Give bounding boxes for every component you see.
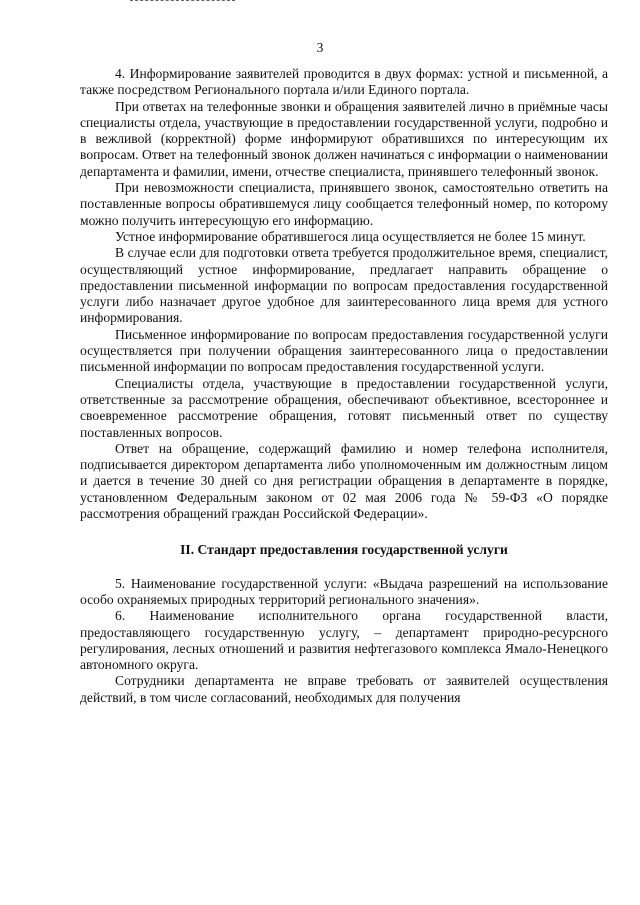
paragraph-specialists: Специалисты отдела, участвующие в предоставлении государственной услуги, ответственные за рассмотрение обращения, обеспечивают объективное, всестороннее и своевременное рассмотрение обращения, готовят письменный ответ по существу поставленных вопросов.	[80, 375, 608, 440]
paragraph-item-5: 5. Наименование государственной услуги: «Выдача разрешений на использование особо охраняемых природных территорий регионального значения».	[80, 575, 608, 607]
page-number: 3	[316, 40, 324, 55]
paragraph-oral-duration: Устное информирование обратившегося лица осуществляется не более 15 минут.	[115, 228, 586, 244]
paragraph-written-info: Письменное информирование по вопросам предоставления государственной услуги осуществляется при получении обращения заинтересованного лица о предоставлении письменной информации по вопросам предоставления государственной услуги.	[80, 326, 608, 375]
paragraph-phone-calls: При ответах на телефонные звонки и обращения заявителей лично в приёмные часы специалисты отдела, участвующие в предоставлении государственной услуги, подробно и в вежливой (корректной) форме информируют обратившихся по интересующим их вопросам. Ответ на телефонный звонок должен начинаться с информации о наименовании департамента и фамилии, имени, отчестве специалиста, принявшего телефонный звонок.	[80, 98, 608, 179]
paragraph-item-4: 4. Информирование заявителей проводится в двух формах: устной и письменной, а также посредством Регионального портала и/или Единого портала.	[80, 66, 608, 98]
section-heading: II. Стандарт предоставления государственной услуги	[180, 542, 508, 558]
paragraph-phone-number: При невозможности специалиста, принявшего звонок, самостоятельно ответить на поставленные вопросы обратившемуся лицу сообщается телефонный номер, по которому можно получить интересующую его информацию.	[80, 180, 608, 228]
paragraph-employees: Сотрудники департамента не вправе требовать от заявителей осуществления действий, в том числе согласований, необходимых для получения	[80, 673, 608, 705]
paragraph-answer-signing: Ответ на обращение, содержащий фамилию и номер телефона исполнителя, подписывается директором департамента либо уполномоченным им должностным лицом и дается в течение 30 дней со дня регистрации обращения в департаменте в порядке, установленном Федеральным законом от 02 мая 2006 года № 59-ФЗ «О порядке рассмотрения обращений граждан Российской Федерации».	[80, 440, 608, 522]
top-edge-mark	[130, 0, 235, 3]
paragraph-long-answer: В случае если для подготовки ответа требуется продолжительное время, специалист, осуществляющий устное информирование, предлагает направить обращение о предоставлении письменной информации по вопросам предоставления государственной услуги либо назначает другое удобное для заинтересованного лица время для устного информирования.	[80, 245, 608, 326]
document-body	[80, 66, 608, 706]
paragraph-item-6: 6. Наименование исполнительного органа государственной власти, предоставляющего государственную услугу, – департамент природно-ресурсного регулирования, лесных отношений и развития нефтегазового комплекса Ямало-Ненецкого автономного округа.	[80, 608, 608, 673]
